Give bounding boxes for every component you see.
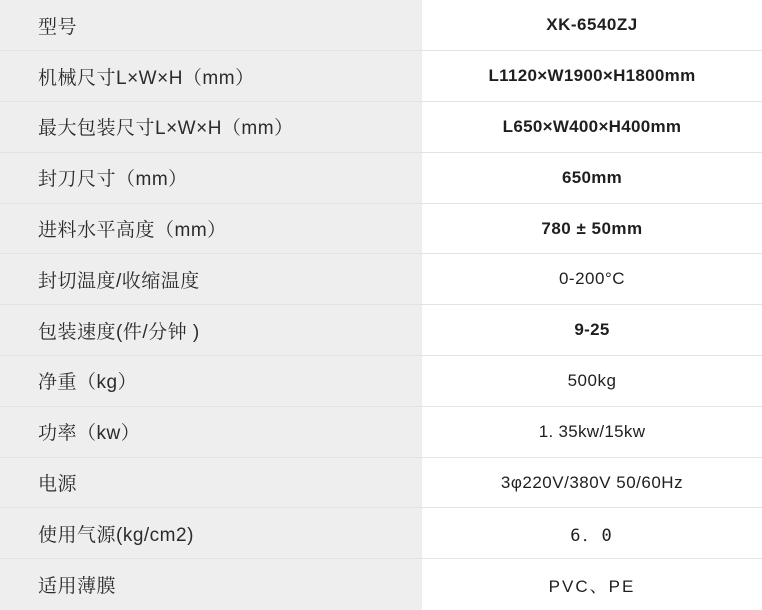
row-label: 型号 (0, 0, 422, 51)
table-row (0, 254, 762, 305)
row-value: 1. 35kw/15kw (422, 406, 762, 457)
row-label: 机械尺寸L×W×H（mm） (0, 51, 422, 102)
table-row (0, 203, 762, 254)
row-value: XK-6540ZJ (422, 0, 762, 51)
row-value: PVC、PE (422, 559, 762, 610)
table-row (0, 559, 762, 610)
table-row (0, 152, 762, 203)
row-label: 包装速度(件/分钟 ) (0, 305, 422, 356)
row-label: 进料水平高度（mm） (0, 203, 422, 254)
row-label: 最大包装尺寸L×W×H（mm） (0, 102, 422, 153)
table-row (0, 51, 762, 102)
row-value: 500kg (422, 356, 762, 407)
table-row (0, 457, 762, 508)
row-value: L650×W400×H400mm (422, 102, 762, 153)
row-label: 封切温度/收缩温度 (0, 254, 422, 305)
row-value: 9-25 (422, 305, 762, 356)
table-row (0, 0, 762, 51)
row-label: 净重（kg） (0, 356, 422, 407)
row-label: 使用气源(kg/cm2) (0, 508, 422, 559)
row-label: 适用薄膜 (0, 559, 422, 610)
row-value: 0-200°C (422, 254, 762, 305)
row-value: 6．0 (422, 508, 762, 559)
row-label: 封刀尺寸（mm） (0, 152, 422, 203)
row-value: 650mm (422, 152, 762, 203)
table-row (0, 102, 762, 153)
row-label: 电源 (0, 457, 422, 508)
table-row (0, 406, 762, 457)
table-row (0, 305, 762, 356)
row-value: L1120×W1900×H1800mm (422, 51, 762, 102)
table-row (0, 356, 762, 407)
row-label: 功率（kw） (0, 406, 422, 457)
table-row (0, 508, 762, 559)
row-value: 3φ220V/380V 50/60Hz (422, 457, 762, 508)
row-value: 780 ± 50mm (422, 203, 762, 254)
